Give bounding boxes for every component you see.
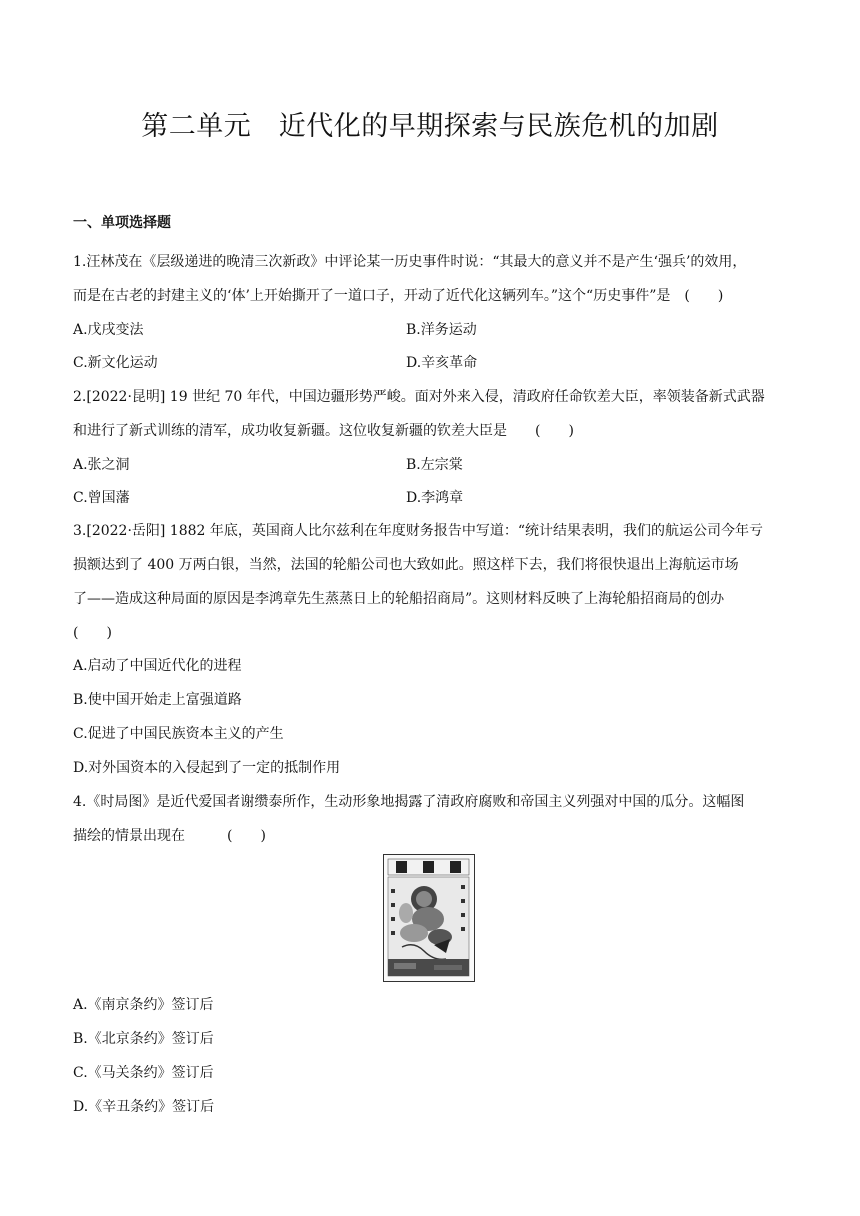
q3-option-a: A.启动了中国近代化的进程 xyxy=(73,658,242,674)
q1-option-c: C.新文化运动 xyxy=(73,355,158,371)
q4-stem-line2: 描绘的情景出现在 ( ) xyxy=(73,828,266,844)
q1-stem-line2: 而是在古老的封建主义的‘体’上开始撕开了一道口子，开动了近代化这辆列车。”这个“历史事件”是 ( ) xyxy=(73,288,724,304)
q3-option-b: B.使中国开始走上富强道路 xyxy=(73,692,242,708)
q3-stem-line4: ( ) xyxy=(73,625,112,641)
q1-stem-line1: 1.汪林茂在《层级递进的晚清三次新政》中评论某一历史事件时说：“其最大的意义并不是产生‘强兵’的效用， xyxy=(73,254,747,270)
q2-option-a: A.张之洞 xyxy=(73,457,130,473)
q4-option-b: B.《北京条约》签订后 xyxy=(73,1031,214,1047)
q1-option-d: D.辛亥革命 xyxy=(406,355,478,371)
q3-option-c: C.促进了中国民族资本主义的产生 xyxy=(73,726,284,742)
q2-option-c: C.曾国藩 xyxy=(73,490,130,506)
q2-stem-line2: 和进行了新式训练的清军，成功收复新疆。这位收复新疆的钦差大臣是 ( ) xyxy=(73,423,574,439)
q3-stem-line3: 了——造成这种局面的原因是李鸿章先生蒸蒸日上的轮船招商局”。这则材料反映了上海轮船招商局的创办 xyxy=(73,591,725,607)
q3-stem-line1: 3.[2022·岳阳] 1882 年底，英国商人比尔兹利在年度财务报告中写道：“统计结果表明，我们的航运公司今年亏 xyxy=(73,523,764,539)
q3-stem-line2: 损额达到了 400 万两白银，当然，法国的轮船公司也大致如此。照这样下去，我们将很快退出上海航运市场 xyxy=(73,557,739,573)
shiju-tu-cartoon-image xyxy=(383,854,475,982)
q4-option-d: D.《辛丑条约》签订后 xyxy=(73,1099,215,1115)
section-heading: 一、单项选择题 xyxy=(73,215,171,231)
q1-option-b: B.洋务运动 xyxy=(406,322,477,338)
q4-option-a: A.《南京条约》签订后 xyxy=(73,997,214,1013)
q4-stem-line1: 4.《时局图》是近代爱国者谢缵泰所作，生动形象地揭露了清政府腐败和帝国主义列强对中国的瓜分。这幅图 xyxy=(73,794,745,810)
unit-title: 第二单元 近代化的早期探索与民族危机的加剧 xyxy=(141,111,719,142)
q2-stem-line1: 2.[2022·昆明] 19 世纪 70 年代，中国边疆形势严峻。面对外来入侵，清政府任命钦差大臣，率领装备新式武器 xyxy=(73,389,765,405)
q2-option-b: B.左宗棠 xyxy=(406,457,463,473)
q3-option-d: D.对外国资本的入侵起到了一定的抵制作用 xyxy=(73,760,341,776)
q1-option-a: A.戊戌变法 xyxy=(73,322,144,338)
q4-option-c: C.《马关条约》签订后 xyxy=(73,1065,214,1081)
q2-option-d: D.李鸿章 xyxy=(406,490,464,506)
